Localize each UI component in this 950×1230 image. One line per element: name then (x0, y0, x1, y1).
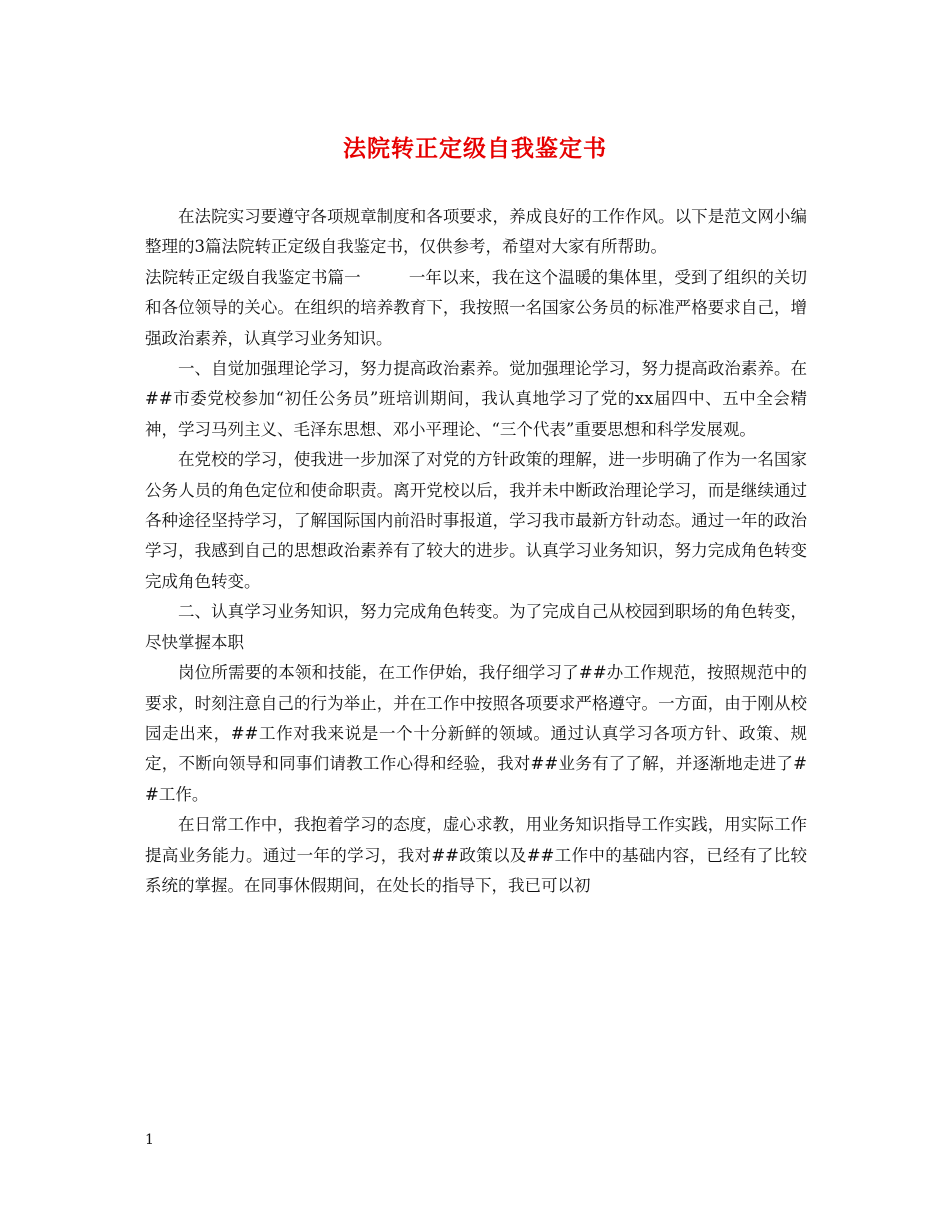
paragraph-party-school: 在党校的学习，使我进一步加深了对党的方针政策的理解，进一步明确了作为一名国家公务人员的角色定位和使命职责。离开党校以后，我并未中断政治理论学习，而是继续通过各种途径坚持学习，了解国际国内前沿时事报道，学习我市最新方针动态。通过一年的政治学习，我感到自己的思想政治素养有了较大的进步。认真学习业务知识，努力完成角色转变完成角色转变。 (145, 450, 807, 591)
page-number: 1 (145, 1132, 154, 1148)
paragraph-article-one (145, 263, 807, 354)
paragraph-intro: 在法院实习要遵守各项规章制度和各项要求，养成良好的工作作风。以下是范文网小编整理的3篇法院转正定级自我鉴定书，仅供参考，希望对大家有所帮助。 (145, 207, 807, 257)
paragraph-daily-work: 在日常工作中，我抱着学习的态度，虚心求教，用业务知识指导工作实践，用实际工作提高业务能力。通过一年的学习，我对##政策以及##工作中的基础内容，已经有了比较系统的掌握。在同事休假期间，在处长的指导下，我已可以初 (145, 815, 807, 895)
article-one-heading: 法院转正定级自我鉴定书篇一 (145, 267, 361, 287)
document-title: 法院转正定级自我鉴定书 (343, 135, 607, 162)
paragraph-theory-study: 一、自觉加强理论学习，努力提高政治素养。觉加强理论学习，努力提高政治素养。在##市委党校参加“初任公务员”班培训期间，我认真地学习了党的xx届四中、五中全会精神，学习马列主义、毛泽东思想、邓小平理论、“三个代表”重要思想和科学发展观。 (145, 359, 807, 439)
paragraph-job-skills: 岗位所需要的本领和技能，在工作伊始，我仔细学习了##办工作规范，按照规范中的要求，时刻注意自己的行为举止，并在工作中按照各项要求严格遵守。一方面，由于刚从校园走出来，##工作对我来说是一个十分新鲜的领域。通过认真学习各项方针、政策、规定，不断向领导和同事们请教工作心得和经验，我对##业务有了了解，并逐渐地走进了##工作。 (145, 663, 807, 804)
paragraph-business-study: 二、认真学习业务知识，努力完成角色转变。为了完成自己从校园到职场的角色转变，尽快掌握本职 (145, 602, 807, 652)
article-one-text: 一年以来，我在这个温暖的集体里，受到了组织的关切和各位领导的关心。在组织的培养教育下，我按照一名国家公务员的标准严格要求自己，增强政治素养，认真学习业务知识。 (145, 267, 808, 348)
document-body (145, 202, 807, 901)
